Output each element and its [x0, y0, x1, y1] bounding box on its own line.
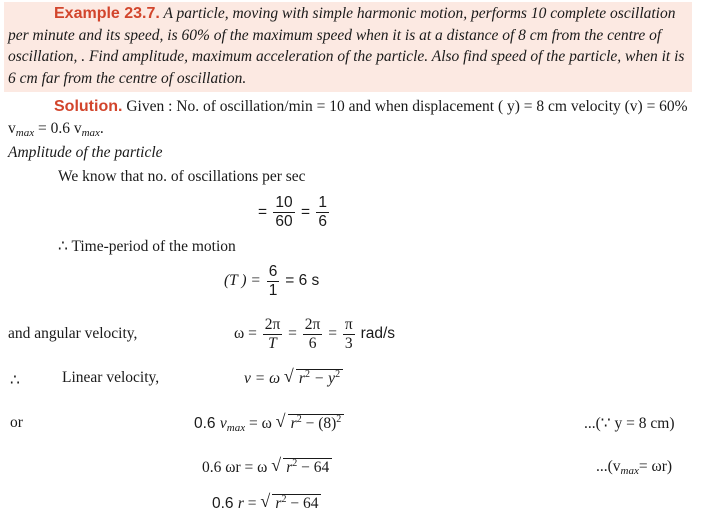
amplitude-heading: Amplitude of the particle: [8, 144, 163, 161]
oscillations-line: We know that no. of oscillations per sec: [58, 168, 306, 185]
equation-step-2: 0.6 ωr = ω √ $r^2 - 64$: [202, 458, 332, 477]
linear-velocity-line: Linear velocity,: [62, 369, 160, 386]
time-period-line: ∴ Time-period of the motion: [58, 238, 236, 255]
note-vmax: $...(v_{max}= \omega r)$: [596, 458, 673, 477]
solution-given-tail: = 0.6 v: [37, 120, 82, 137]
equation-step-3: 0.6 r = √ $r^2 - 64$: [212, 494, 321, 513]
example-text: A particle, moving with simple harmonic motion, performs 10 complete oscillation per minute and its speed, is 60% of the maximum speed when it is at a distance of 8 cm from the centre of oscillation, . Find amplitude, maximum acceleration of the particle. Also find speed of the particle, when it is 6 cm far from the centre of oscillation.: [8, 5, 685, 87]
solution-paragraph: Solution. Given : No. of oscillation/min = 10 and when displacement ( y) = 8 cm velocity (v) = 60% $v_{max} = 0.6$ $v_{max}$.: [8, 98, 688, 139]
note-displacement: ...(∵ y = 8 cm): [584, 415, 675, 432]
therefore-symbol: ∴: [10, 372, 20, 389]
equation-step-1: 0.6 $v_{max} = \omega$ √ $r^2 - (8)^2$: [194, 414, 344, 434]
equation-angular-velocity: ω = $\frac{2\pi}{T}$ = $\frac{2\pi}{6}$ = $\frac{\pi}{3}$ rad/s: [234, 316, 396, 352]
example-label: Example 23.7.: [54, 5, 160, 22]
equation-linear-velocity: v = ω √ $r^2 - y^2$: [244, 369, 343, 388]
or-label: or: [10, 414, 23, 431]
angular-velocity-line: and angular velocity,: [8, 325, 138, 342]
equation-frequency: = $\frac{10}{60}$ = $\frac{1}{6}$: [258, 194, 327, 230]
solution-label: Solution.: [54, 98, 123, 115]
example-statement: [8, 3, 688, 89]
equation-time-period: (T ) = $\frac{6}{1}$ = 6 s: [224, 263, 320, 299]
solution-given: Given : No. of oscillation/min = 10 and when displacement ( y) = 8 cm velocity (v) = 60% v: [8, 98, 688, 137]
